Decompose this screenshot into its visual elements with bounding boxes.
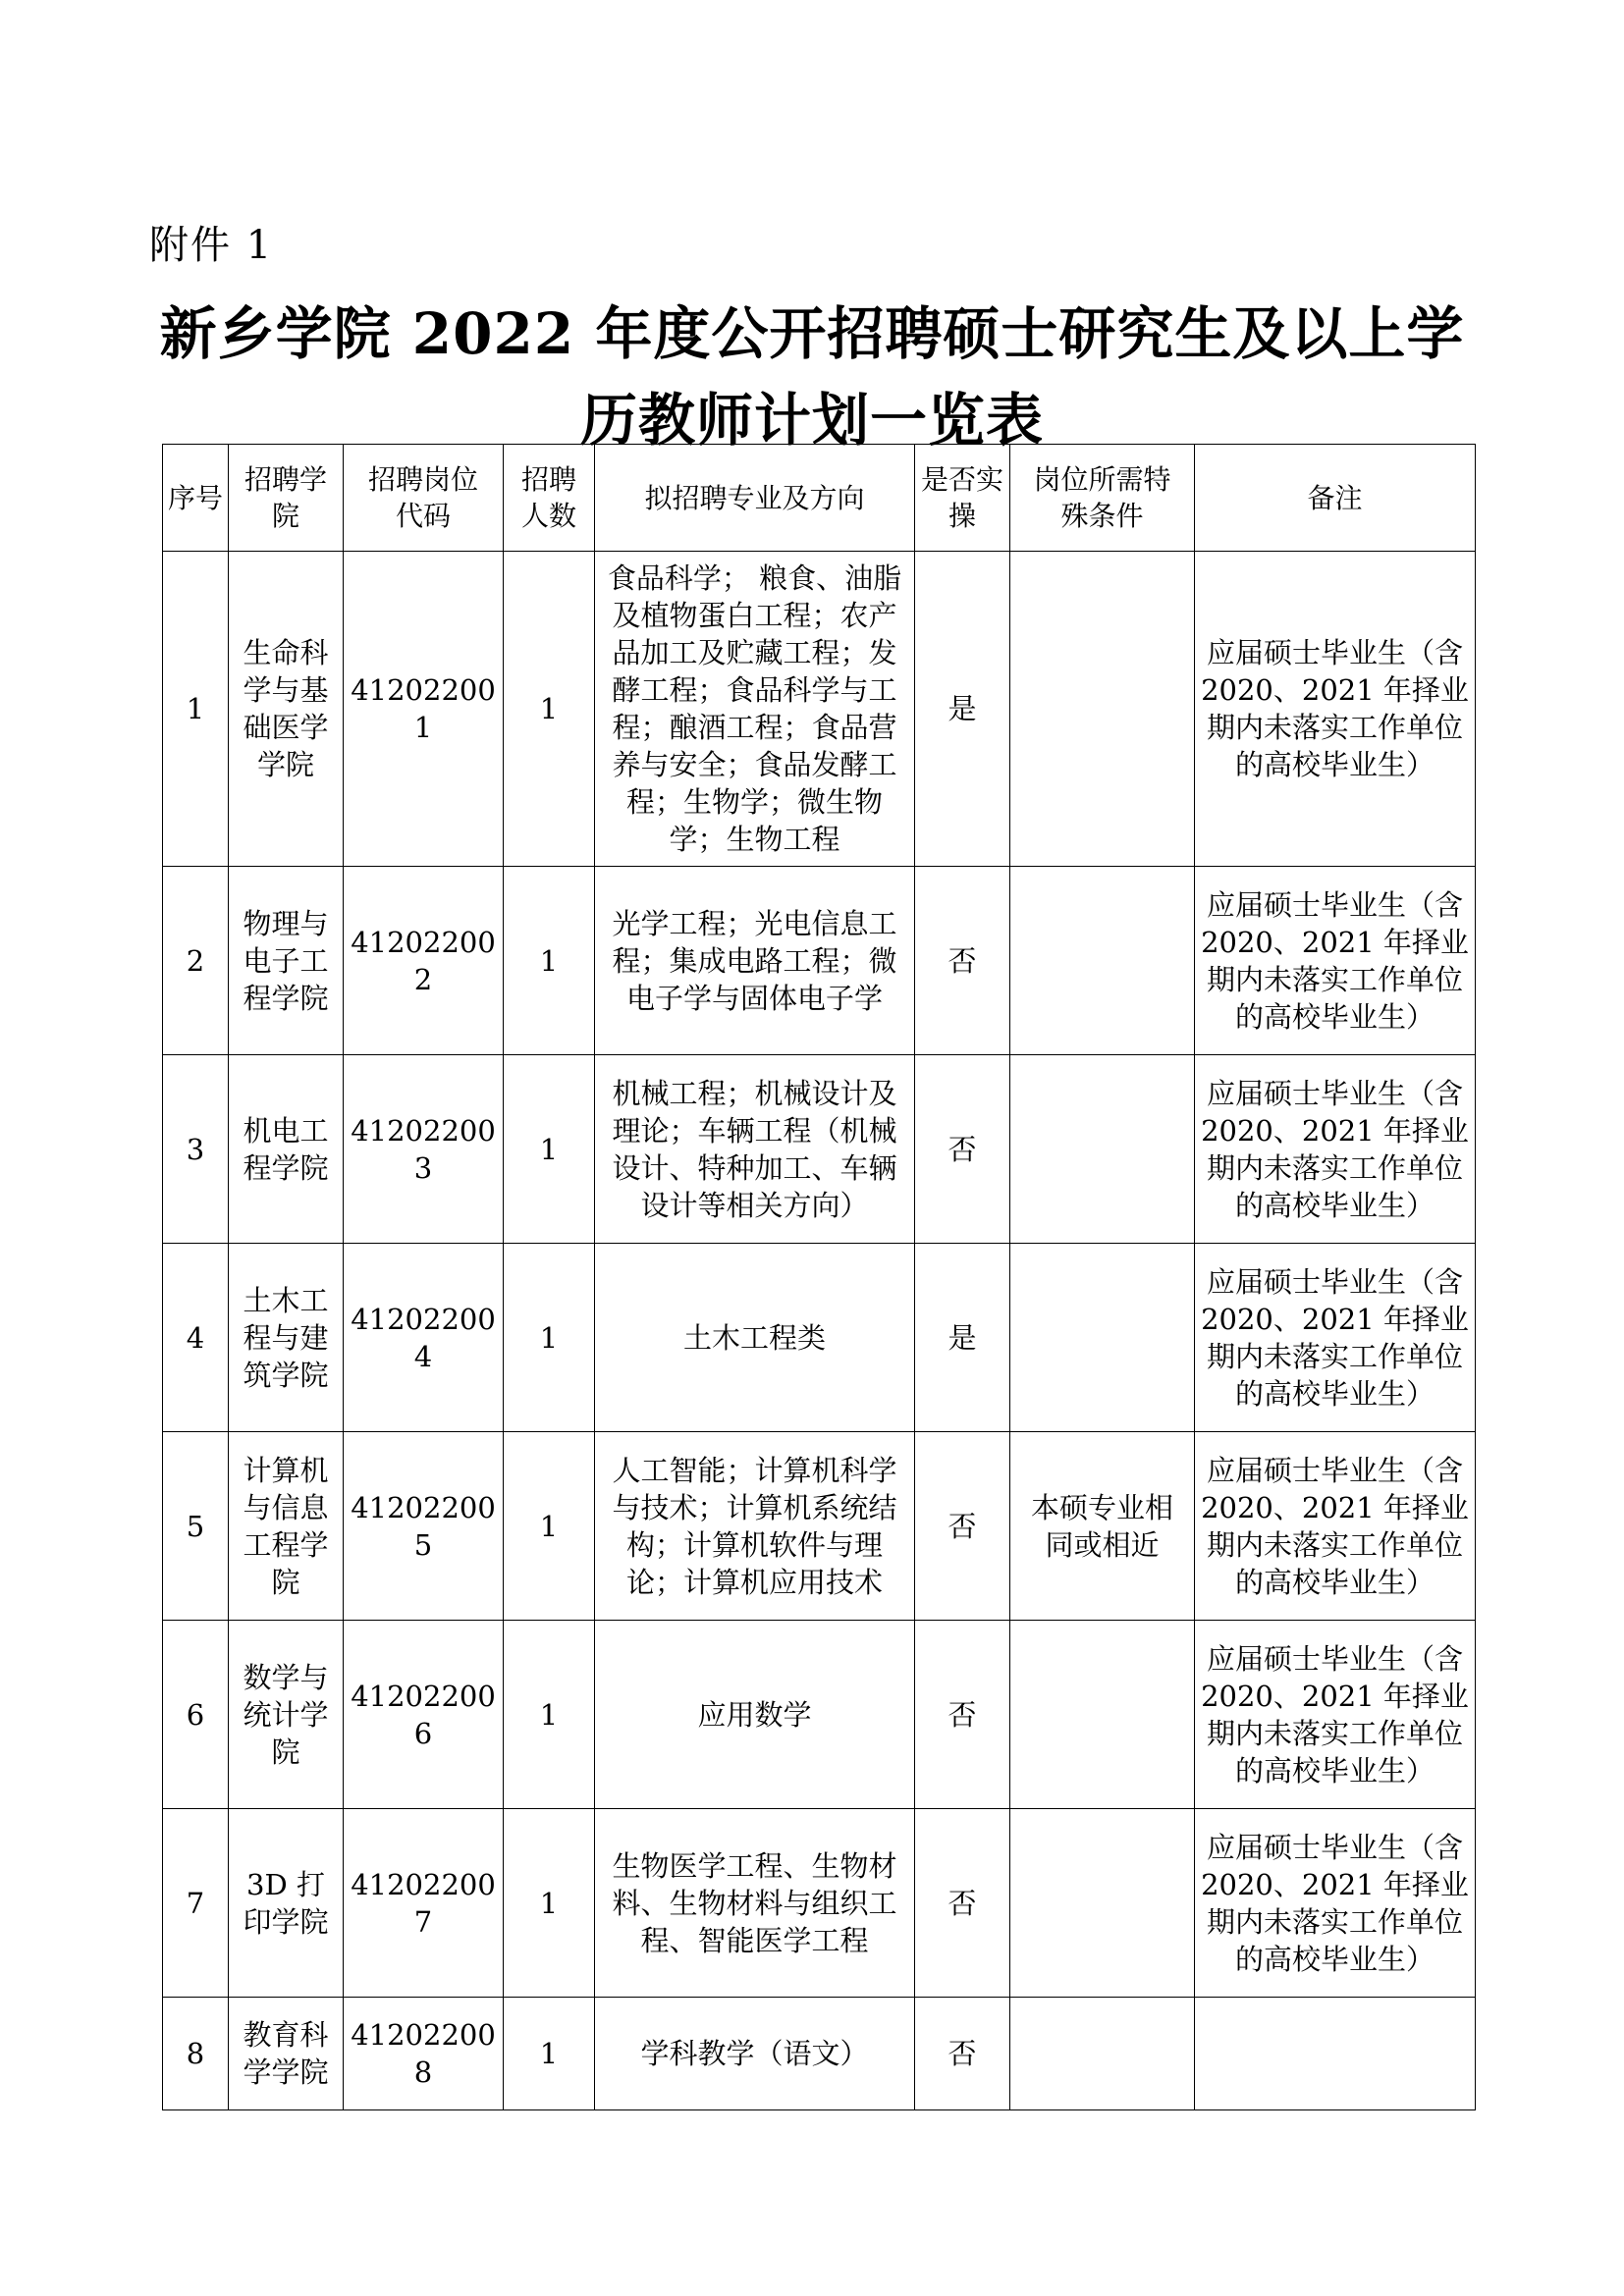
cell-major: 食品科学； 粮食、油脂及植物蛋白工程；农产品加工及贮藏工程；发酵工程；食品科学与工程；酿酒工程；食品营养与安全；食品发酵工程；生物学；微生物学；生物工程 xyxy=(595,552,915,867)
header-code: 招聘岗位代码 xyxy=(344,445,504,552)
cell-count: 1 xyxy=(504,1055,595,1244)
cell-count: 1 xyxy=(504,552,595,867)
table-row xyxy=(163,1055,1476,1244)
title-line-1: 新乡学院 2022 年度公开招聘硕士研究生及以上学 xyxy=(159,300,1465,367)
cell-practical: 否 xyxy=(915,1998,1010,2110)
table-row xyxy=(163,867,1476,1055)
cell-note: 应届硕士毕业生（含 2020、2021 年择业期内未落实工作单位的高校毕业生） xyxy=(1195,1055,1476,1244)
cell-practical: 否 xyxy=(915,1055,1010,1244)
table-row xyxy=(163,1809,1476,1998)
cell-seq: 8 xyxy=(163,1998,229,2110)
table-row xyxy=(163,552,1476,867)
header-practical: 是否实操 xyxy=(915,445,1010,552)
cell-code: 412022001 xyxy=(344,552,504,867)
cell-practical: 否 xyxy=(915,867,1010,1055)
cell-college: 物理与电子工程学院 xyxy=(229,867,344,1055)
cell-count: 1 xyxy=(504,1998,595,2110)
cell-practical: 否 xyxy=(915,1621,1010,1809)
cell-special xyxy=(1010,552,1195,867)
cell-count: 1 xyxy=(504,867,595,1055)
cell-special xyxy=(1010,1998,1195,2110)
cell-seq: 5 xyxy=(163,1432,229,1621)
header-note: 备注 xyxy=(1195,445,1476,552)
cell-note: 应届硕士毕业生（含 2020、2021 年择业期内未落实工作单位的高校毕业生） xyxy=(1195,1432,1476,1621)
cell-major: 机械工程；机械设计及理论；车辆工程（机械设计、特种加工、车辆设计等相关方向） xyxy=(595,1055,915,1244)
cell-college: 生命科学与基础医学学院 xyxy=(229,552,344,867)
header-seq: 序号 xyxy=(163,445,229,552)
header-count: 招聘人数 xyxy=(504,445,595,552)
cell-seq: 4 xyxy=(163,1244,229,1432)
page-title xyxy=(147,291,1477,463)
cell-practical: 否 xyxy=(915,1432,1010,1621)
cell-major: 学科教学（语文） xyxy=(595,1998,915,2110)
cell-special xyxy=(1010,1621,1195,1809)
cell-note: 应届硕士毕业生（含 2020、2021 年择业期内未落实工作单位的高校毕业生） xyxy=(1195,1244,1476,1432)
header-special: 岗位所需特殊条件 xyxy=(1010,445,1195,552)
cell-count: 1 xyxy=(504,1809,595,1998)
cell-college: 数学与统计学院 xyxy=(229,1621,344,1809)
header-college: 招聘学院 xyxy=(229,445,344,552)
cell-note: 应届硕士毕业生（含 2020、2021 年择业期内未落实工作单位的高校毕业生） xyxy=(1195,1809,1476,1998)
table-row xyxy=(163,1621,1476,1809)
table-row xyxy=(163,1432,1476,1621)
cell-note xyxy=(1195,1998,1476,2110)
table-header-row xyxy=(163,445,1476,552)
cell-practical: 是 xyxy=(915,552,1010,867)
cell-code: 412022003 xyxy=(344,1055,504,1244)
cell-special xyxy=(1010,867,1195,1055)
cell-count: 1 xyxy=(504,1432,595,1621)
cell-seq: 2 xyxy=(163,867,229,1055)
cell-college: 教育科学学院 xyxy=(229,1998,344,2110)
cell-practical: 是 xyxy=(915,1244,1010,1432)
cell-code: 412022005 xyxy=(344,1432,504,1621)
cell-code: 412022002 xyxy=(344,867,504,1055)
cell-practical: 否 xyxy=(915,1809,1010,1998)
cell-major: 光学工程；光电信息工程；集成电路工程；微电子学与固体电子学 xyxy=(595,867,915,1055)
table-row xyxy=(163,1998,1476,2110)
cell-college: 机电工程学院 xyxy=(229,1055,344,1244)
title-line-2: 历教师计划一览表 xyxy=(579,387,1044,454)
cell-major: 应用数学 xyxy=(595,1621,915,1809)
cell-code: 412022006 xyxy=(344,1621,504,1809)
cell-seq: 1 xyxy=(163,552,229,867)
cell-college: 计算机与信息工程学院 xyxy=(229,1432,344,1621)
cell-special xyxy=(1010,1055,1195,1244)
cell-seq: 7 xyxy=(163,1809,229,1998)
table-row xyxy=(163,1244,1476,1432)
cell-note: 应届硕士毕业生（含 2020、2021 年择业期内未落实工作单位的高校毕业生） xyxy=(1195,867,1476,1055)
attachment-label: 附件 1 xyxy=(149,223,274,268)
cell-major: 生物医学工程、生物材料、生物材料与组织工程、智能医学工程 xyxy=(595,1809,915,1998)
cell-note: 应届硕士毕业生（含 2020、2021 年择业期内未落实工作单位的高校毕业生） xyxy=(1195,1621,1476,1809)
cell-college: 土木工程与建筑学院 xyxy=(229,1244,344,1432)
recruitment-plan-table xyxy=(162,444,1476,2110)
cell-seq: 6 xyxy=(163,1621,229,1809)
cell-code: 412022004 xyxy=(344,1244,504,1432)
cell-major: 人工智能；计算机科学与技术；计算机系统结构；计算机软件与理论；计算机应用技术 xyxy=(595,1432,915,1621)
cell-college: 3D 打印学院 xyxy=(229,1809,344,1998)
cell-special xyxy=(1010,1809,1195,1998)
cell-special xyxy=(1010,1244,1195,1432)
cell-major: 土木工程类 xyxy=(595,1244,915,1432)
cell-code: 412022007 xyxy=(344,1809,504,1998)
header-major: 拟招聘专业及方向 xyxy=(595,445,915,552)
cell-count: 1 xyxy=(504,1244,595,1432)
cell-special: 本硕专业相同或相近 xyxy=(1010,1432,1195,1621)
cell-note: 应届硕士毕业生（含 2020、2021 年择业期内未落实工作单位的高校毕业生） xyxy=(1195,552,1476,867)
cell-code: 412022008 xyxy=(344,1998,504,2110)
cell-count: 1 xyxy=(504,1621,595,1809)
cell-seq: 3 xyxy=(163,1055,229,1244)
